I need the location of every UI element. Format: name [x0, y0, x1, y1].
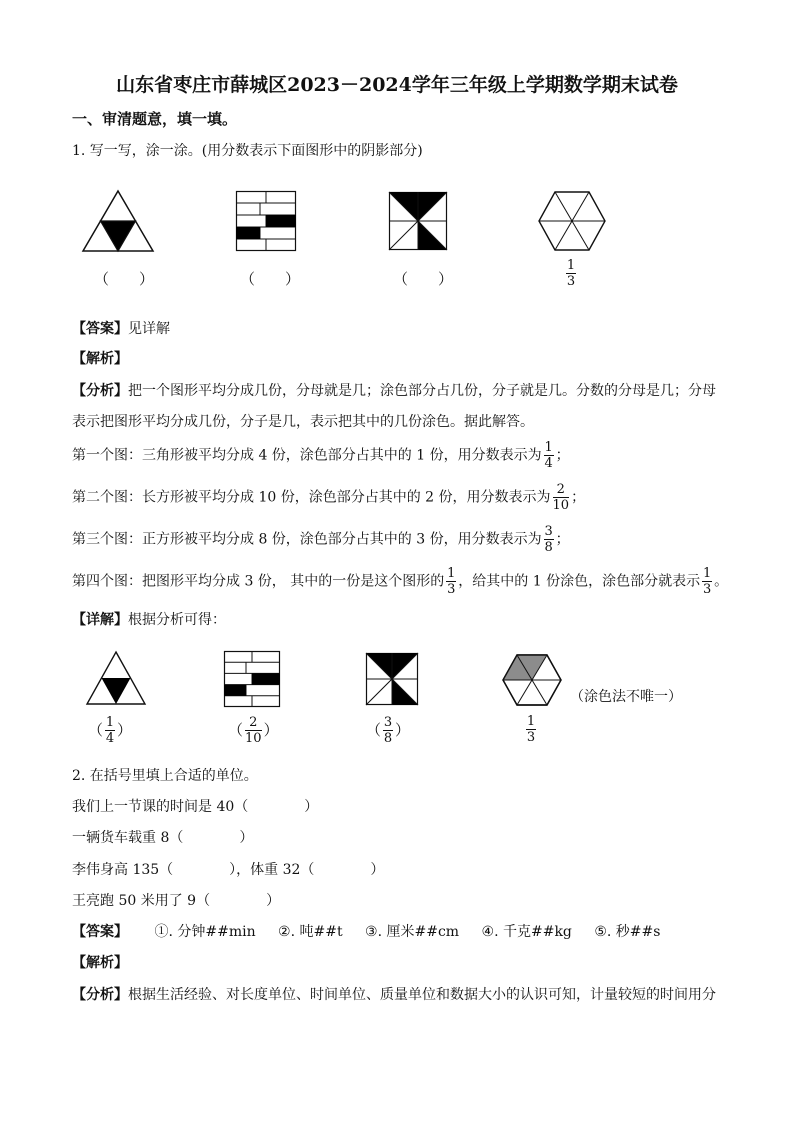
- q2-answer-5: ⑤. 秒##s: [594, 924, 661, 940]
- answer-figure-hexagon: [502, 654, 562, 706]
- q2-stem: 2. 在括号里填上合适的单位。: [72, 768, 258, 784]
- answer-fraction-2: （ $\frac{2}{10}$ ）: [228, 715, 279, 746]
- q2-fenxi-line1: 【分析】根据生活经验、对长度单位、时间单位、质量单位和数据大小的认识可知，计量较短的时间用分: [72, 987, 716, 1003]
- q2-line-1: 我们上一节课的时间是 40（ ）: [72, 799, 319, 815]
- q2-line-2: 一辆货车载重 8（ ）: [72, 830, 254, 846]
- figure-hexagon: [538, 191, 606, 251]
- answer-figure-grid-rectangle: [224, 651, 280, 707]
- q2-answer-1: ①. 分钟##min: [154, 924, 256, 940]
- q1-fenxi-line1: 【分析】把一个图形平均分成几份，分母就是几；涂色部分占几份，分子就是几。分数的分母是几；分母: [72, 383, 716, 399]
- figure-square: [389, 192, 447, 250]
- q2-answer-3: ③. 厘米##cm: [365, 924, 460, 940]
- q1-given-fraction: $\frac{1}{3}$: [566, 258, 576, 289]
- q1-fig1-explanation: 第一个图：三角形被平均分成 4 份，涂色部分占其中的 1 份，用分数表示为 $\frac{1}{4}$ ；: [72, 440, 570, 471]
- q1-blank-3[interactable]: （ ）: [393, 270, 454, 288]
- q2-analysis-tag: 【解析】: [72, 955, 128, 971]
- q1-fig3-explanation: 第三个图：正方形被平均分成 8 份，涂色部分占其中的 3 份，用分数表示为 $\frac{3}{8}$ ；: [72, 524, 570, 555]
- q1-answer: 【答案】见详解: [72, 321, 170, 337]
- q1-stem: 1. 写一写，涂一涂。(用分数表示下面图形中的阴影部分): [72, 143, 423, 159]
- answer-fraction-1: （ $\frac{1}{4}$ ）: [88, 715, 133, 746]
- q1-blank-2[interactable]: （ ）: [240, 270, 301, 288]
- page-title: 山东省枣庄市薛城区2023－2024学年三年级上学期数学期末试卷: [116, 74, 678, 96]
- answer-figure-square: [366, 653, 418, 705]
- answer-note: （涂色法不唯一）: [570, 689, 682, 705]
- figure-triangle: [82, 190, 154, 252]
- q2-answer-4: ④. 千克##kg: [481, 924, 572, 940]
- q2-line-3: 李伟身高 135（ ），体重 32（ ）: [72, 862, 385, 878]
- q1-fenxi-line2: 表示把图形平均分成几份，分子是几，表示把其中的几份涂色。据此解答。: [72, 414, 534, 430]
- answer-fraction-4: $\frac{1}{3}$: [526, 714, 536, 745]
- answer-figure-triangle: [86, 651, 146, 705]
- q2-line-4: 王亮跑 50 米用了 9（ ）: [72, 893, 281, 909]
- q1-analysis-tag: 【解析】: [72, 351, 128, 367]
- q1-fig2-explanation: 第二个图：长方形被平均分成 10 份，涂色部分占其中的 2 份，用分数表示为 $\frac{2}{10}$ ；: [72, 482, 586, 513]
- q1-detail: 【详解】根据分析可得：: [72, 612, 226, 628]
- q2-answer: 【答案】 ①. 分钟##min ②. 吨##t ③. 厘米##cm ④. 千克##kg ⑤. 秒##s: [72, 924, 661, 940]
- section-heading: 一、审清题意，填一填。: [72, 110, 238, 128]
- answer-fraction-3: （ $\frac{3}{8}$ ）: [366, 715, 411, 746]
- q1-fig4-explanation: 第四个图：把图形平均分成 3 份， 其中的一份是这个图形的 $\frac{1}{3}$ ，给其中的 1 份涂色，涂色部分就表示 $\frac{1}{3}$ 。: [72, 566, 729, 597]
- figure-grid-rectangle: [236, 191, 296, 251]
- q2-answer-2: ②. 吨##t: [278, 924, 343, 940]
- q1-blank-1[interactable]: （ ）: [94, 270, 155, 288]
